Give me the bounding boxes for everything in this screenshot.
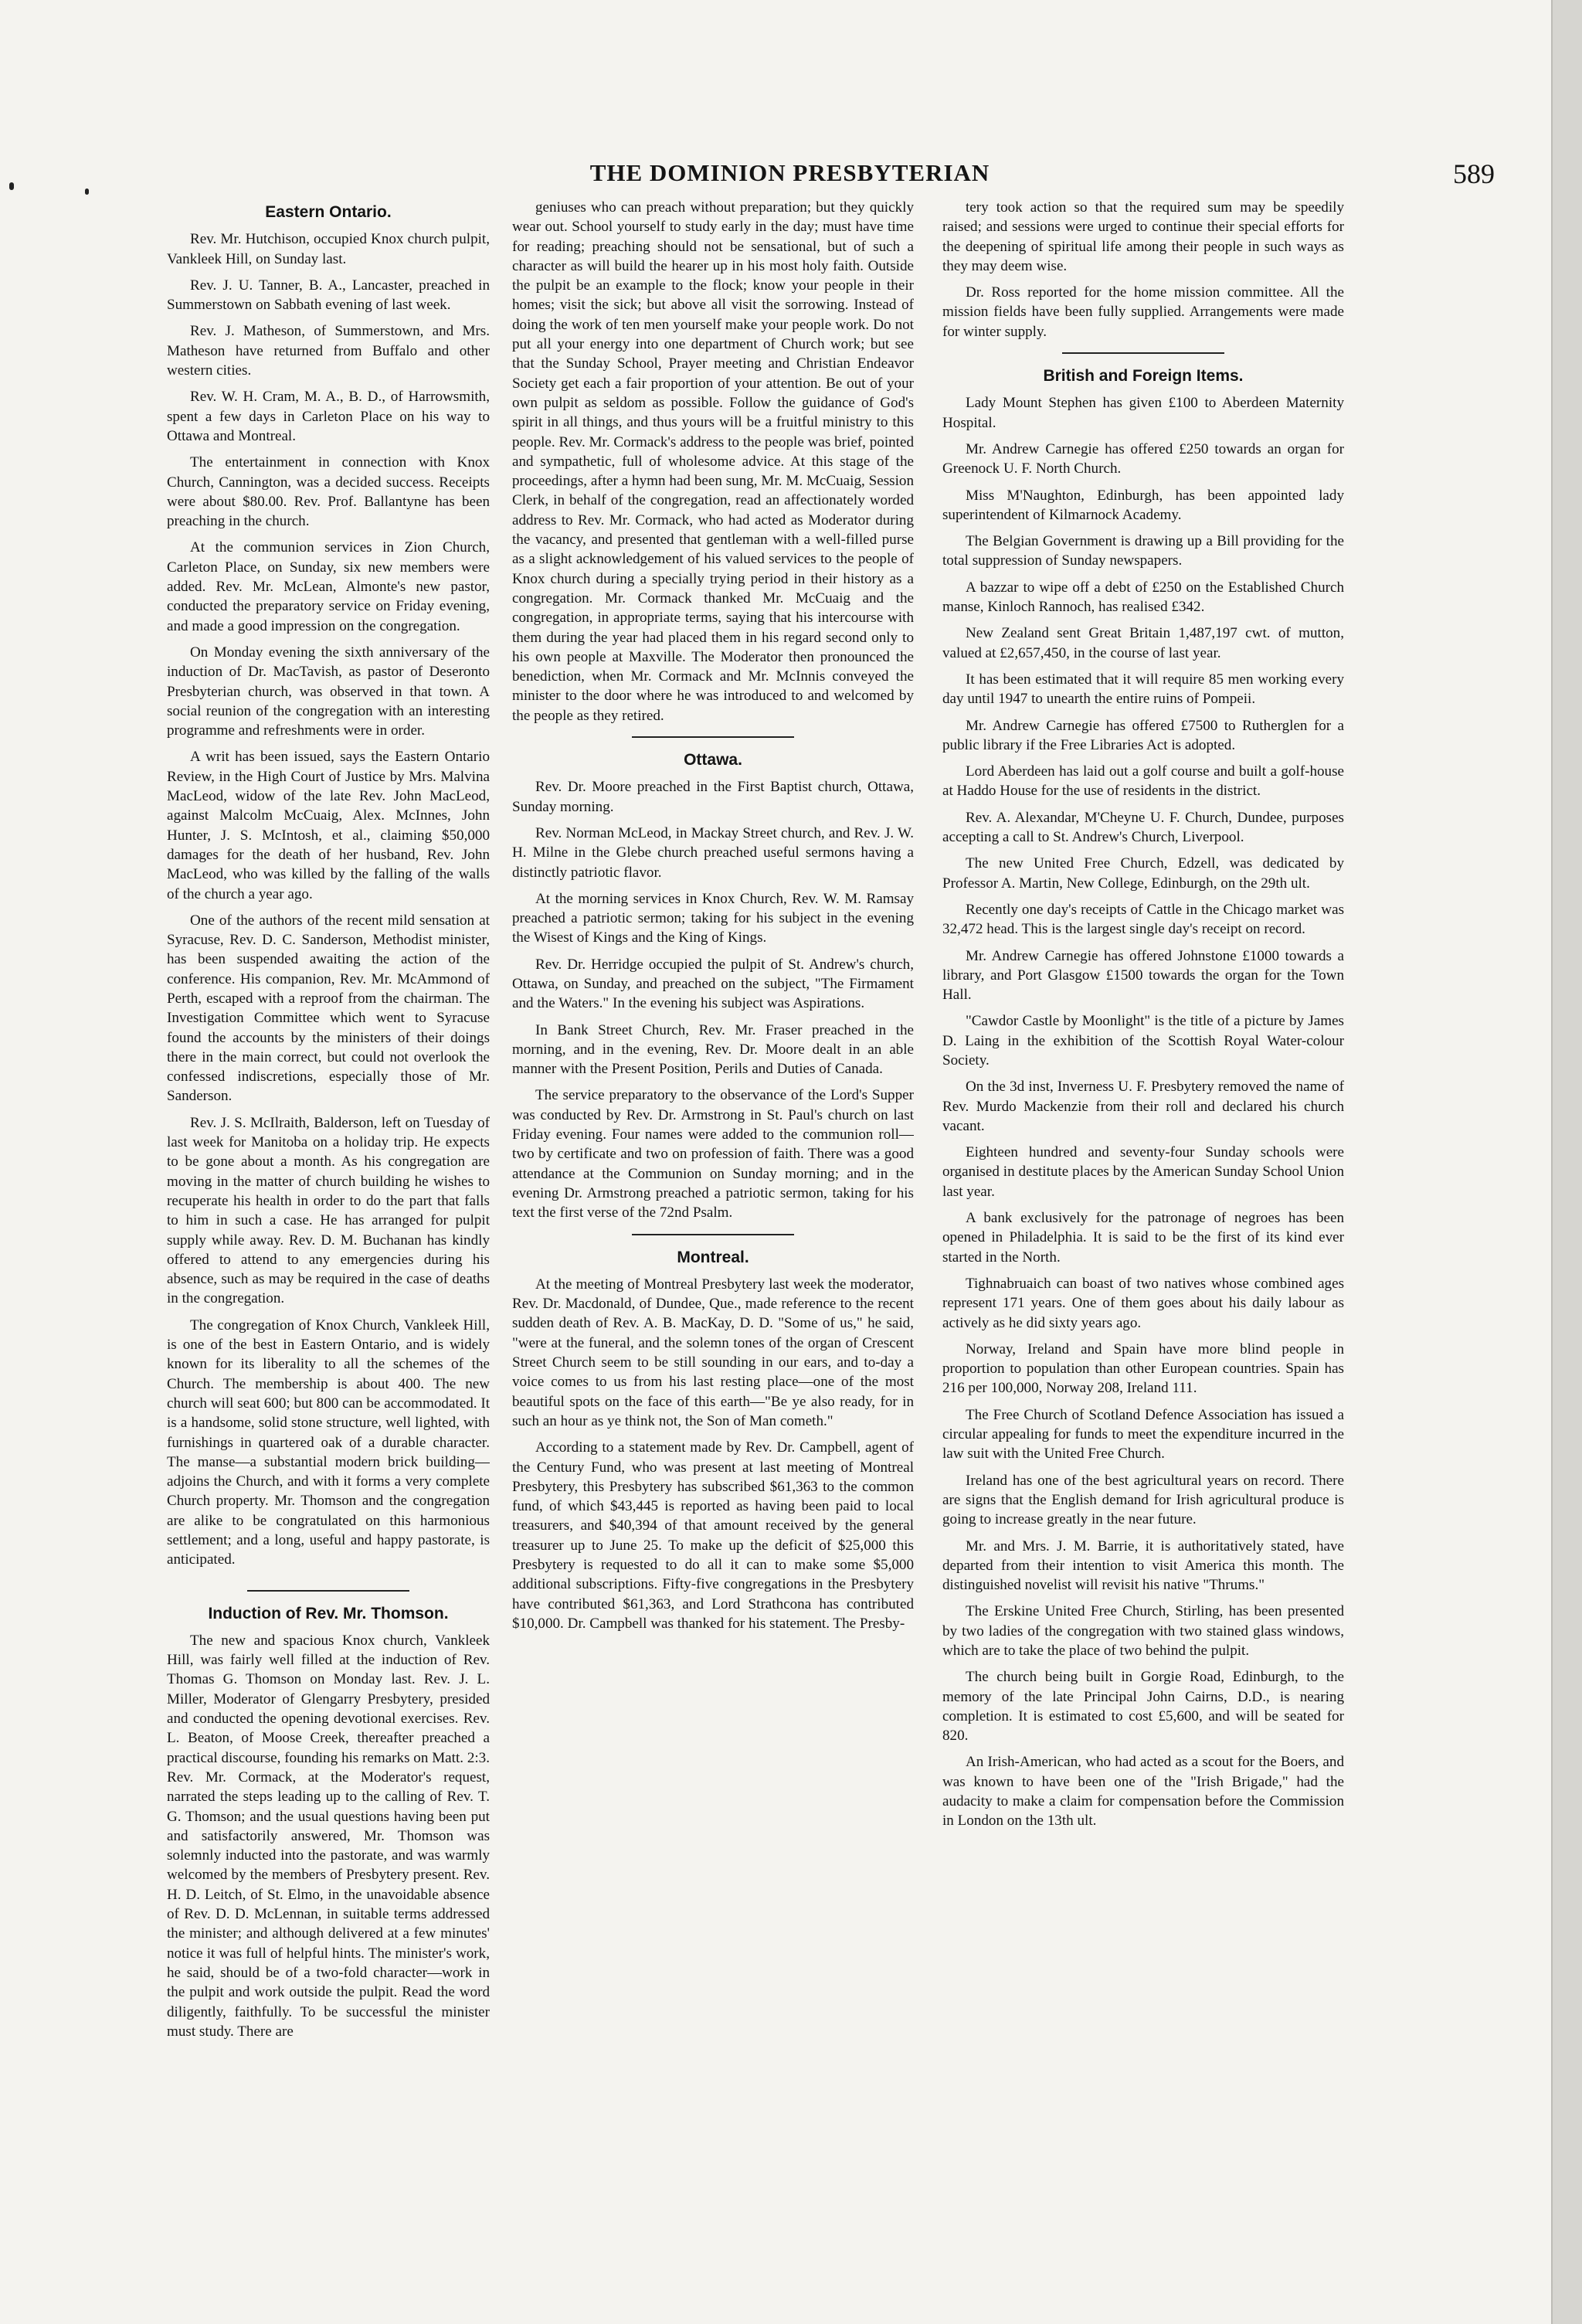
paragraph: The Erskine United Free Church, Stirling, has been presented by two ladies of the congregation with two stained glass windows, which are to take the place of two behind the pulpit. — [942, 1603, 1344, 1659]
paragraph: The church being built in Gorgie Road, Edinburgh, to the memory of the late Principal John Cairns, D.D., is nearing completion. It is estimated to cost £5,600, and will be seated for 820. — [942, 1669, 1344, 1745]
montreal-body — [512, 1275, 914, 1633]
paragraph: Mr. Andrew Carnegie has offered Johnstone £1000 towards a library, and Port Glasgow £1500 towards the organ for the Town Hall. — [942, 947, 1344, 1004]
paragraph: Tighnabruaich can boast of two natives whose combined ages represent 171 years. One of them goes about his daily labour as actively as he did sixty years ago. — [942, 1275, 1344, 1331]
paragraph: At the communion services in Zion Church, Carleton Place, on Sunday, six new members were added. Rev. Mr. McLean, Almonte's new pastor, conducted the preparatory service on Friday evening, and made a good impression on the congregation. — [167, 539, 490, 634]
paragraph: According to a statement made by Rev. Dr. Campbell, agent of the Century Fund, who was present at last meeting of Montreal Presbytery, this Presbytery has subscribed $61,363 to the common fund, of which $43,445 is reported as having been paid to local treasurers, and $40,394 of that amount received by the general treasurer up to June 25. To make up the deficit of $25,000 this Presbytery is requested to do all it can to make some $5,000 additional subscriptions. Fifty-five congregations in the Presbytery have contributed $61,363, and Lord Strathcona has contributed $10,000. Dr. Campbell was thanked for his statement. The Presby- — [512, 1439, 914, 1632]
ottawa-body — [512, 777, 914, 1222]
induction-body — [167, 1631, 490, 2041]
paragraph: Mr. and Mrs. J. M. Barrie, it is authoritatively stated, have departed from their intention to visit America this month. The distinguished novelist will revisit his native "Thrums." — [942, 1537, 1344, 1594]
paragraph: Rev. J. S. McIlraith, Balderson, left on Tuesday of last week for Manitoba on a holiday trip. He expects to be gone about a month. As his congregation are moving in the matter of church building he wishes to recuperate his health in order to do the part that falls to him in such a case. He has arranged for pulpit supply while away. Rev. D. M. Buchanan has kindly offered to attend to any emergencies during his absence, such as may be required in the case of deaths in the congregation. — [167, 1114, 490, 1307]
page-header — [85, 159, 1495, 190]
section-heading-eastern-ontario: Eastern Ontario. — [265, 203, 392, 221]
paragraph: Rev. Mr. Hutchison, occupied Knox church pulpit, Vankleek Hill, on Sunday last. — [167, 231, 490, 267]
paragraph: On Monday evening the sixth anniversary of the induction of Dr. MacTavish, as pastor of Deseronto Presbyterian church, was observed in that town. A social reunion of the congregation with an interesting programme and refreshments were in order. — [167, 644, 490, 739]
section-divider — [247, 1590, 409, 1592]
paragraph: Miss M'Naughton, Edinburgh, has been appointed lady superintendent of Kilmarnock Academy. — [942, 487, 1344, 523]
masthead-title: THE DOMINION PRESBYTERIAN — [589, 159, 990, 186]
paragraph: One of the authors of the recent mild sensation at Syracuse, Rev. D. C. Sanderson, Methodist minister, has been suspended awaiting the action of the conference. His companion, Rev. Mr. McAmmond of Perth, escaped with a reproof from the chairman. The Investigation Committee which went to Syracuse found the accounts by the ministers of their doings there in the main correct, but could not overlook the confessed indiscretions, especially those of Mr. Sanderson. — [167, 912, 490, 1105]
paragraph: Lord Aberdeen has laid out a golf course and built a golf-house at Haddo House for the use of residents in the district. — [942, 763, 1344, 800]
paragraph: tery took action so that the required sum may be speedily raised; and sessions were urged to continue their special efforts for the deepening of spiritual life among their people in such ways as they may deem wise. — [942, 199, 1344, 274]
column-1 — [167, 198, 490, 2060]
paragraph: A writ has been issued, says the Eastern Ontario Review, in the High Court of Justice by Mrs. Malvina MacLeod, widow of the late Rev. John MacLeod, against Malcolm McCuaig, Alex. McInnes, John Hunter, J. S. McIntosh, et al., claiming $50,000 damages for the death of her husband, Rev. John MacLeod, who was killed by the falling of the walls of the church a year ago. — [167, 749, 490, 902]
paragraph: Norway, Ireland and Spain have more blind people in proportion to population than other European countries. Spain has 216 per 100,000, Norway 208, Ireland 111. — [942, 1340, 1344, 1397]
margin-mark — [9, 182, 14, 190]
section-heading-montreal: Montreal. — [677, 1248, 749, 1266]
paragraph: Ireland has one of the best agricultural years on record. There are signs that the English demand for Irish agricultural produce is going to increase greatly in the near future. — [942, 1472, 1344, 1528]
paragraph: Lady Mount Stephen has given £100 to Aberdeen Maternity Hospital. — [942, 395, 1344, 431]
paragraph: Rev. Norman McLeod, in Mackay Street church, and Rev. J. W. H. Milne in the Glebe church preached useful sermons having a distinctly patriotic flavor. — [512, 824, 914, 881]
paragraph: New Zealand sent Great Britain 1,487,197 cwt. of mutton, valued at £2,657,450, in the course of last year. — [942, 625, 1344, 661]
paragraph: Rev. Dr. Moore preached in the First Baptist church, Ottawa, Sunday morning. — [512, 779, 914, 815]
paragraph: An Irish-American, who had acted as a scout for the Boers, and was known to have been one of the "Irish Brigade," had the audacity to make a claim for compensation before the Commission in London on the 13th ult. — [942, 1754, 1344, 1830]
paragraph: In Bank Street Church, Rev. Mr. Fraser preached in the morning, and in the evening, Rev. Dr. Moore dealt in an able manner with the Present Position, Perils and Duties of Canada. — [512, 1021, 914, 1078]
paragraph: The congregation of Knox Church, Vankleek Hill, is one of the best in Eastern Ontario, and is widely known for its liberality to all the schemes of the Church. The membership is about 400. The new church will seat 600; but 800 can be accommodated. It is a handsome, solid stone structure, well lighted, with furnishings in quartered oak of a durable character. The manse—a substantial modern brick building—adjoins the Church, and with it forms a very complete Church property. Mr. Thomson and the congregation are alike to be congratulated on this harmonious settlement; and a long, useful and happy pastorate, is anticipated. — [167, 1317, 490, 1568]
page-number: 589 — [1453, 158, 1495, 189]
paragraph: The service preparatory to the observance of the Lord's Supper was conducted by Rev. Dr. Armstrong in St. Paul's church on last Friday evening. Four names were added to the communion roll—two by certificate and two on profession of faith. There was a good attendance at the Communion on Sunday morning; and in the evening Dr. Armstrong preached a patriotic sermon, taking for his text the first verse of the 72nd Psalm. — [512, 1087, 914, 1221]
paragraph: It has been estimated that it will require 85 men working every day until 1947 to unearth the entire ruins of Pompeii. — [942, 671, 1344, 708]
paragraph: Dr. Ross reported for the home mission committee. All the mission fields have been fully supplied. Arrangements were made for winter supply. — [942, 284, 1344, 340]
paragraph: Eighteen hundred and seventy-four Sunday schools were organised in destitute places by the American Sunday School Union last year. — [942, 1144, 1344, 1200]
paragraph: A bank exclusively for the patronage of negroes has been opened in Philadelphia. It is said to be the first of its kind ever started in the North. — [942, 1210, 1344, 1266]
paragraph: Rev. J. U. Tanner, B. A., Lancaster, preached in Summerstown on Sabbath evening of last week. — [167, 277, 490, 314]
paragraph: At the meeting of Montreal Presbytery last week the moderator, Rev. Dr. Macdonald, of Dundee, Que., made reference to the recent sudden death of Rev. A. B. MacKay, D. D. "Some of us," he said, "were at the funeral, and the solemn tones of the organ of Crescent Street Church seem to be still sounding in our ears, and to-day a voice comes to us from his last resting place—one of the most beautiful spots on the face of this earth—"Be ye also ready, for in such an hour as ye think not, the Son of Man cometh." — [512, 1276, 914, 1429]
paragraph: The new United Free Church, Edzell, was dedicated by Professor A. Martin, New College, Edinburgh, on the 29th ult. — [942, 855, 1344, 892]
section-divider — [632, 1234, 794, 1235]
section-divider — [1062, 352, 1224, 354]
section-divider — [632, 736, 794, 738]
paragraph: The Belgian Government is drawing up a Bill providing for the total suppression of Sunday newspapers. — [942, 533, 1344, 569]
paragraph: The Free Church of Scotland Defence Association has issued a circular appealing for funds to meet the expenditure incurred in the law suit with the United Free Church. — [942, 1406, 1344, 1463]
montreal-continued-body — [942, 198, 1344, 341]
column-3 — [942, 198, 1344, 2013]
paragraph: Rev. W. H. Cram, M. A., B. D., of Harrowsmith, spent a few days in Carleton Place on his way to Ottawa and Montreal. — [167, 389, 490, 444]
column-2 — [512, 198, 914, 2091]
paragraph: Rev. Dr. Herridge occupied the pulpit of St. Andrew's church, Ottawa, on Sunday, and preached on the subject, "The Firmament and the Waters." In the evening his subject was Aspirations. — [512, 956, 914, 1012]
paragraph: On the 3d inst, Inverness U. F. Presbytery removed the name of Rev. Murdo Mackenzie from their roll and declared his church vacant. — [942, 1079, 1344, 1134]
paragraph: Mr. Andrew Carnegie has offered £7500 to Rutherglen for a public library if the Free Libraries Act is adopted. — [942, 717, 1344, 753]
section-heading-ottawa: Ottawa. — [684, 751, 742, 770]
paragraph: The entertainment in connection with Knox Church, Cannington, was a decided success. Receipts were about $80.00. Rev. Prof. Ballantyne has been preaching in the church. — [167, 454, 490, 530]
section-heading-induction: Induction of Rev. Mr. Thomson. — [208, 1604, 449, 1622]
eastern-ontario-body — [167, 229, 490, 1569]
british-foreign-body — [942, 393, 1344, 1830]
page-edge — [1551, 0, 1582, 2324]
paragraph: At the morning services in Knox Church, Rev. W. M. Ramsay preached a patriotic sermon; taking for his subject in the evening the Wisest of Kings and the King of Kings. — [512, 890, 914, 946]
paragraph: Rev. J. Matheson, of Summerstown, and Mrs. Matheson have returned from Buffalo and other western cities. — [167, 323, 490, 379]
paragraph: Mr. Andrew Carnegie has offered £250 towards an organ for Greenock U. F. North Church. — [942, 440, 1344, 477]
paragraph: Rev. A. Alexandar, M'Cheyne U. F. Church, Dundee, purposes accepting a call to St. Andrew's Church, Liverpool. — [942, 809, 1344, 846]
paragraph: A bazzar to wipe off a debt of £250 on the Established Church manse, Kinloch Rannoch, has realised £342. — [942, 579, 1344, 616]
paragraph: The new and spacious Knox church, Vankleek Hill, was fairly well filled at the induction of Rev. Thomas G. Thomson on Monday last. Rev. J. L. Miller, Moderator of Glengarry Presbytery, presided and conducted the opening devotional exercises. Rev. L. Beaton, of Moose Creek, thereafter preached a practical discourse, founding his remarks on Matt. 2:3. Rev. Mr. Cormack, at the Moderator's request, narrated the steps leading up to the calling of Rev. T. G. Thomson; and the usual questions having been put and satisfactorily answered, Mr. Thomson was solemnly inducted into the pastorate, and was warmly welcomed by the members of Presbytery present. Rev. H. D. Leitch, of St. Elmo, in the unavoidable absence of Rev. D. D. McLennan, in suitable terms addressed the minister; and although delivered at a few minutes' notice it was full of helpful hints. The minister's work, he said, should be of a two-fold character—work in the pulpit and work outside the pulpit. Read the word diligently, faithfully. To be successful the minister must study. There are — [167, 1632, 490, 2040]
paragraph: geniuses who can preach without preparation; but they quickly wear out. School yourself to study early in the day; must have time for reading; preaching should not be sensational, but of such a character as will build the hearer up in his most holy faith. Outside the pulpit be an example to the flock; know your people in their homes; visit the sick; but above all visit the sorrowing. Instead of doing the work of ten men yourself make your people work. Do not put all your energy into one department of Church work; but see that the Sunday School, Prayer meeting and Christian Endeavor Society get each a fair proportion of your attention. Be out of your own pulpit as seldom as possible. Follow the guidance of God's spirit in all things, and thus yours will be a fruitful ministry to this people. Rev. Mr. Cormack's address to the people was brief, pointed and sympathetic, full of wholesome advice. At this stage of the proceedings, after a hymn had been sung, Mr. M. McCuaig, Session Clerk, in behalf of the congregation, read an affectionately worded address to Rev. Mr. Cormack, who had acted as Moderator during the vacancy, and presented that gentleman with a well-filled purse as a slight acknowledgement of his valued services to the people of Knox church during a specially trying period in their history as a congregation. Mr. Cormack thanked Mr. McCuaig and the congregation, in appropriate terms, saying that his intercourse with them during the year had placed them in his regard second only to his own people at Maxville. The Moderator then pronounced the benediction, when Mr. Cormack and Mr. McInnis conveyed the minister to the door where he was introduced to and welcomed by the people as they retired. — [512, 199, 914, 724]
induction-continued-body — [512, 198, 914, 725]
paragraph: "Cawdor Castle by Moonlight" is the title of a picture by James D. Laing in the exhibition of the Scottish Royal Water-colour Society. — [942, 1013, 1344, 1069]
paragraph: Recently one day's receipts of Cattle in the Chicago market was 32,472 head. This is the largest single day's receipt on record. — [942, 901, 1344, 938]
section-heading-british-foreign: British and Foreign Items. — [1043, 367, 1244, 386]
